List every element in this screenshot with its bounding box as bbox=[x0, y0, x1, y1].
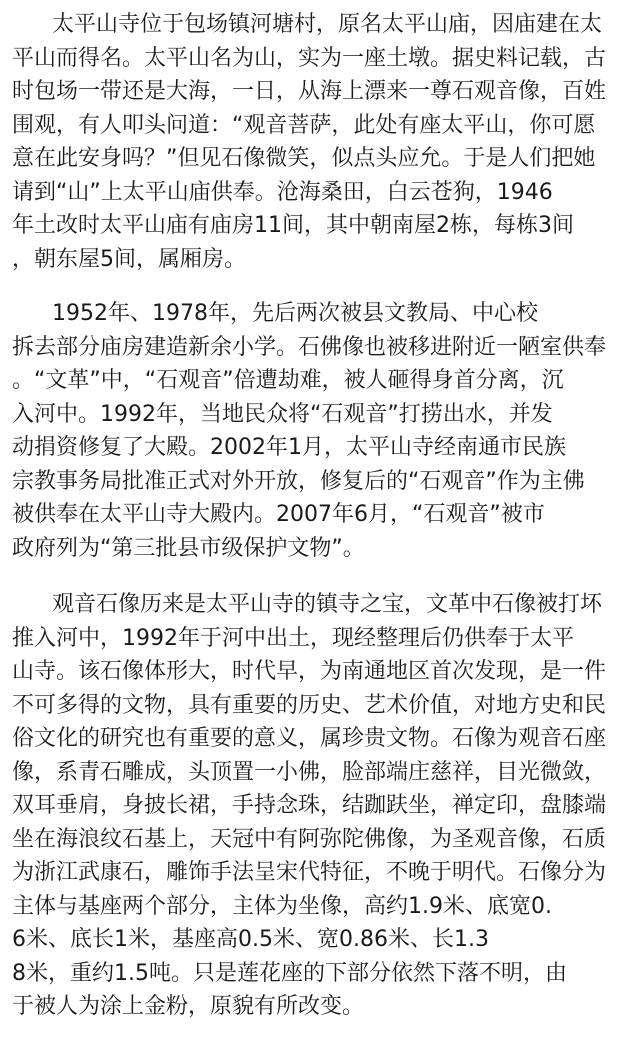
text-line: 围观，有人叩头问道：“观音菩萨，此处有座太平山，你可愿 bbox=[12, 112, 596, 138]
text-line: 宗教事务局批准正式对外开放，修复后的“石观音”作为主佛 bbox=[12, 468, 585, 494]
paragraph-statue bbox=[12, 588, 634, 1024]
text-line: 。“文革”中，“石观音”倍遭劫难，被人砸得身首分离，沉 bbox=[12, 368, 564, 393]
text-line: 于被人为涂上金粉，原貌有所改变。 bbox=[12, 994, 365, 1019]
text-line: 6米、底长1米，基座高0.5米、宽0.86米、长1.3 bbox=[12, 927, 489, 952]
text-line: 太平山寺位于包场镇河塘村，原名太平山庙，因庙建在太 bbox=[52, 12, 603, 37]
text-line: 不可多得的文物，具有重要的历史、艺术价值，对地方史和民 bbox=[12, 692, 607, 718]
text-line: 俗文化的研究也有重要的意义，属珍贵文物。石像为观音石座 bbox=[12, 726, 607, 751]
text-line: 拆去部分庙房建造新余小学。石佛像也被移进附近一陋室供奉 bbox=[12, 334, 607, 360]
text-line: 观音石像历来是太平山寺的镇寺之宝，文革中石像被打坏 bbox=[52, 592, 603, 617]
text-line: 1952年、1978年，先后两次被县文教局、中心校 bbox=[52, 301, 538, 326]
paragraph-restoration bbox=[12, 297, 634, 565]
text-line: 时包场一带还是大海，一日，从海上漂来一尊石观音像，百姓 bbox=[12, 79, 607, 104]
text-line: 双耳垂肩，身披长裙，手持念珠，结跏趺坐，禅定印，盘膝端 bbox=[12, 793, 607, 818]
text-line: 主体与基座两个部分，主体为坐像，高约1.9米、底宽0. bbox=[12, 893, 552, 919]
text-line: 政府列为“第三批县市级保护文物”。 bbox=[12, 535, 365, 561]
paragraph-history bbox=[12, 8, 634, 276]
text-line: ，朝东屋5间，属厢房。 bbox=[12, 246, 246, 272]
text-line: 坐在海浪纹石基上，天冠中有阿弥陀佛像，为圣观音像，石质 bbox=[12, 826, 607, 852]
text-line: 平山而得名。太平山名为山，实为一座土墩。据史料记载，古 bbox=[12, 45, 607, 71]
text-line: 像，系青石雕成，头顶置一小佛，脸部端庄慈祥，目光微敛， bbox=[12, 759, 607, 785]
text-line: 推入河中，1992年于河中出土，现经整理后仍供奉于太平 bbox=[12, 625, 574, 651]
text-line: 意在此安身吗？”但见石像微笑，似点头应允。于是人们把她 bbox=[12, 146, 596, 171]
text-line: 请到“山”上太平山庙供奉。沧海桑田，白云苍狗，1946 bbox=[12, 179, 553, 205]
text-line: 8米，重约1.5吨。只是莲花座的下部分依然下落不明，由 bbox=[12, 960, 567, 986]
text-line: 年土改时太平山庙有庙房11间，其中朝南屋2栋，每栋3间 bbox=[12, 213, 574, 238]
text-line: 入河中。1992年，当地民众将“石观音”打捞出水，并发 bbox=[12, 401, 553, 427]
text-line: 被供奉在太平山寺大殿内。2007年6月，“石观音”被市 bbox=[12, 502, 545, 527]
text-line: 为浙江武康石，雕饰手法呈宋代特征，不晚于明代。石像分为 bbox=[12, 860, 607, 885]
text-line: 山寺。该石像体形大，时代早，为南通地区首次发现，是一件 bbox=[12, 659, 607, 684]
text-line: 动捐资修复了大殿。2002年1月，太平山寺经南通市民族 bbox=[12, 435, 566, 460]
